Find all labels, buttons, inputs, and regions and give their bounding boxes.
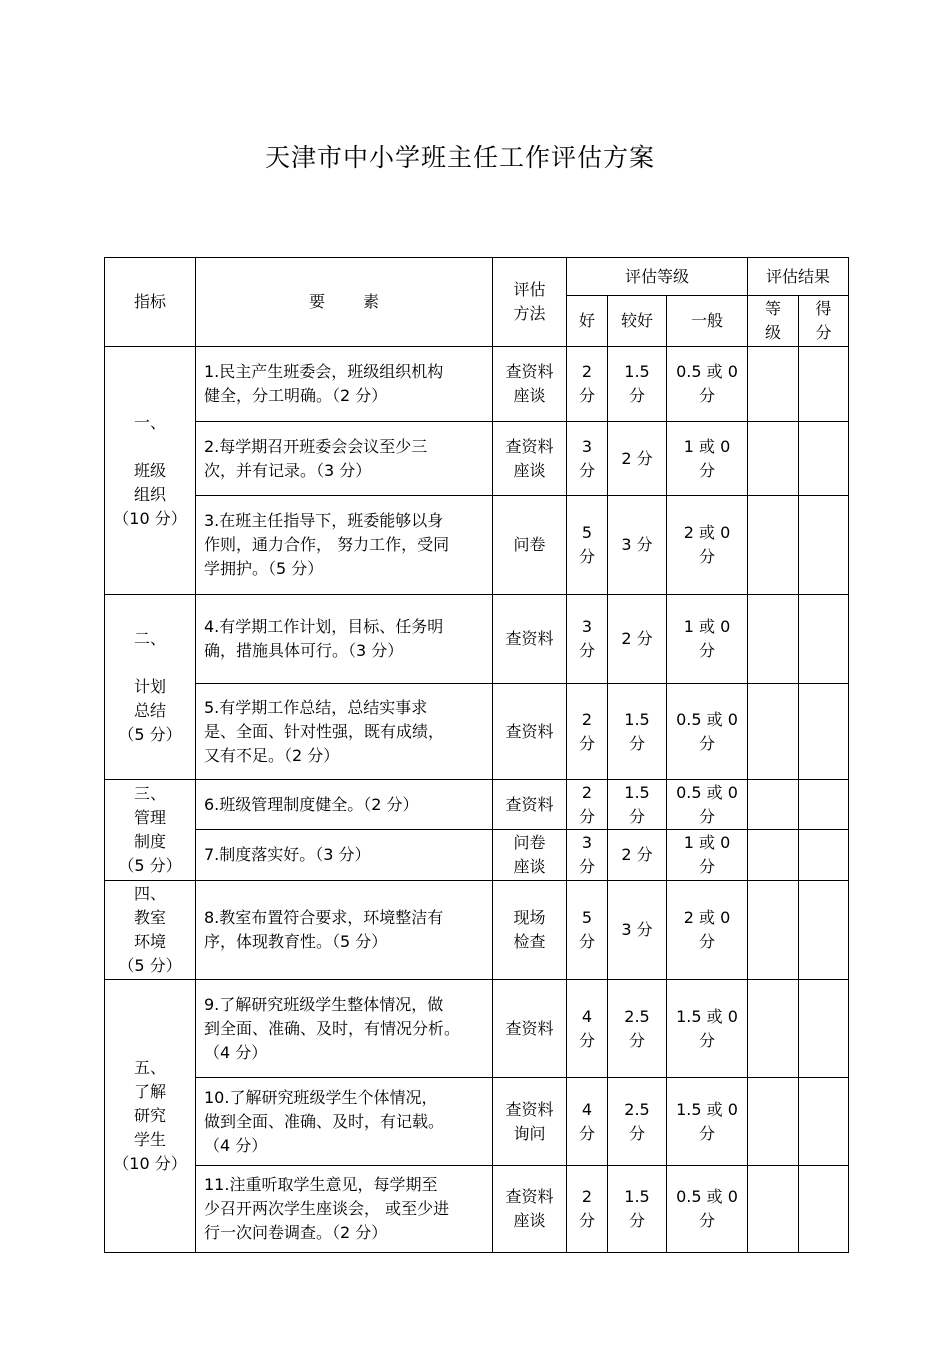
grade-average-cell: 1.5 或 0 分 <box>667 1078 748 1166</box>
method-cell: 现场 检查 <box>493 881 567 980</box>
method-cell: 查资料 询问 <box>493 1078 567 1166</box>
result-level-cell <box>748 595 799 684</box>
result-level-cell <box>748 347 799 422</box>
grade-fairly-good-cell: 1.5 分 <box>608 1166 667 1253</box>
result-score-cell <box>799 1166 849 1253</box>
result-level-cell <box>748 980 799 1078</box>
table-row <box>105 1166 849 1253</box>
grade-good-cell: 3 分 <box>567 830 608 881</box>
grade-average-cell: 0.5 或 0 分 <box>667 684 748 780</box>
method-cell: 问卷 座谈 <box>493 830 567 881</box>
result-score-cell <box>799 684 849 780</box>
result-score-cell <box>799 1078 849 1166</box>
table-row <box>105 881 849 980</box>
result-score-cell <box>799 422 849 496</box>
method-cell: 查资料 座谈 <box>493 347 567 422</box>
grade-fairly-good-cell: 2 分 <box>608 830 667 881</box>
result-score-cell <box>799 980 849 1078</box>
grade-fairly-good-cell: 1.5 分 <box>608 347 667 422</box>
grade-fairly-good-cell: 1.5 分 <box>608 780 667 830</box>
element-text: 5.有学期工作总结，总结实事求 是、全面、针对性强，既有成绩， 又有不足。（2 分） <box>196 684 493 780</box>
table-row <box>105 1078 849 1166</box>
grade-average-cell: 0.5 或 0 分 <box>667 347 748 422</box>
grade-fairly-good-cell: 2.5 分 <box>608 980 667 1078</box>
header-element: 要 素 <box>196 258 493 347</box>
result-level-cell <box>748 1166 799 1253</box>
result-level-cell <box>748 830 799 881</box>
grade-average-cell: 1 或 0 分 <box>667 595 748 684</box>
grade-average-cell: 2 或 0 分 <box>667 881 748 980</box>
grade-good-cell: 4 分 <box>567 1078 608 1166</box>
grade-good-cell: 2 分 <box>567 1166 608 1253</box>
result-score-cell <box>799 496 849 595</box>
element-text: 7.制度落实好。（3 分） <box>196 830 493 881</box>
method-cell: 查资料 座谈 <box>493 1166 567 1253</box>
method-cell: 查资料 <box>493 595 567 684</box>
element-text: 10.了解研究班级学生个体情况， 做到全面、准确、及时，有记载。 （4 分） <box>196 1078 493 1166</box>
element-text: 3.在班主任指导下，班委能够以身 作则，通力合作， 努力工作，受同 学拥护。（5 分） <box>196 496 493 595</box>
result-level-cell <box>748 1078 799 1166</box>
method-cell: 问卷 <box>493 496 567 595</box>
table-row <box>105 684 849 780</box>
method-cell: 查资料 <box>493 980 567 1078</box>
element-text: 11.注重听取学生意见，每学期至 少召开两次学生座谈会， 或至少进 行一次问卷调查。（2 分） <box>196 1166 493 1253</box>
table-row <box>105 830 849 881</box>
result-level-cell <box>748 422 799 496</box>
table-row <box>105 980 849 1078</box>
grade-fairly-good-cell: 3 分 <box>608 881 667 980</box>
element-text: 1.民主产生班委会，班级组织机构 健全，分工明确。（2 分） <box>196 347 493 422</box>
element-text: 9.了解研究班级学生整体情况，做 到全面、准确、及时，有情况分析。 （4 分） <box>196 980 493 1078</box>
header-grade-average: 一般 <box>667 296 748 347</box>
grade-fairly-good-cell: 2 分 <box>608 422 667 496</box>
result-score-cell <box>799 595 849 684</box>
header-method: 评估 方法 <box>493 258 567 347</box>
page-title: 天津市中小学班主任工作评估方案 <box>264 143 655 172</box>
method-cell: 查资料 <box>493 684 567 780</box>
table-row <box>105 422 849 496</box>
element-text: 6.班级管理制度健全。（2 分） <box>196 780 493 830</box>
grade-average-cell: 0.5 或 0 分 <box>667 780 748 830</box>
table-row <box>105 347 849 422</box>
grade-fairly-good-cell: 2.5 分 <box>608 1078 667 1166</box>
method-cell: 查资料 <box>493 780 567 830</box>
header-result-level: 等 级 <box>748 296 799 347</box>
result-score-cell <box>799 830 849 881</box>
grade-good-cell: 3 分 <box>567 595 608 684</box>
indicator-cell: 四、 教室 环境 （5 分） <box>105 881 196 980</box>
indicator-cell: 二、 计划 总结 （5 分） <box>105 595 196 780</box>
header-grade-group: 评估等级 <box>567 258 748 296</box>
grade-good-cell: 2 分 <box>567 780 608 830</box>
indicator-cell: 一、 班级 组织 （10 分） <box>105 347 196 595</box>
table-row <box>105 595 849 684</box>
grade-average-cell: 1 或 0 分 <box>667 422 748 496</box>
result-level-cell <box>748 496 799 595</box>
element-text: 8.教室布置符合要求，环境整洁有 序，体现教育性。（5 分） <box>196 881 493 980</box>
grade-fairly-good-cell: 2 分 <box>608 595 667 684</box>
grade-good-cell: 2 分 <box>567 684 608 780</box>
grade-average-cell: 1 或 0 分 <box>667 830 748 881</box>
grade-average-cell: 0.5 或 0 分 <box>667 1166 748 1253</box>
result-level-cell <box>748 684 799 780</box>
indicator-cell: 五、 了解 研究 学生 （10 分） <box>105 980 196 1253</box>
grade-good-cell: 5 分 <box>567 496 608 595</box>
indicator-cell: 三、 管理 制度 （5 分） <box>105 780 196 881</box>
method-cell: 查资料 座谈 <box>493 422 567 496</box>
header-result-group: 评估结果 <box>748 258 849 296</box>
result-level-cell <box>748 881 799 980</box>
header-indicator: 指标 <box>105 258 196 347</box>
table-row <box>105 780 849 830</box>
header-result-score: 得 分 <box>799 296 849 347</box>
grade-good-cell: 5 分 <box>567 881 608 980</box>
grade-good-cell: 4 分 <box>567 980 608 1078</box>
header-grade-fairly-good: 较好 <box>608 296 667 347</box>
grade-average-cell: 1.5 或 0 分 <box>667 980 748 1078</box>
header-grade-good: 好 <box>567 296 608 347</box>
grade-average-cell: 2 或 0 分 <box>667 496 748 595</box>
element-text: 4.有学期工作计划，目标、任务明 确，措施具体可行。（3 分） <box>196 595 493 684</box>
grade-fairly-good-cell: 3 分 <box>608 496 667 595</box>
evaluation-table <box>104 257 849 1253</box>
result-level-cell <box>748 780 799 830</box>
grade-good-cell: 3 分 <box>567 422 608 496</box>
result-score-cell <box>799 780 849 830</box>
result-score-cell <box>799 347 849 422</box>
grade-fairly-good-cell: 1.5 分 <box>608 684 667 780</box>
result-score-cell <box>799 881 849 980</box>
table-row <box>105 496 849 595</box>
element-text: 2.每学期召开班委会会议至少三 次，并有记录。（3 分） <box>196 422 493 496</box>
grade-good-cell: 2 分 <box>567 347 608 422</box>
